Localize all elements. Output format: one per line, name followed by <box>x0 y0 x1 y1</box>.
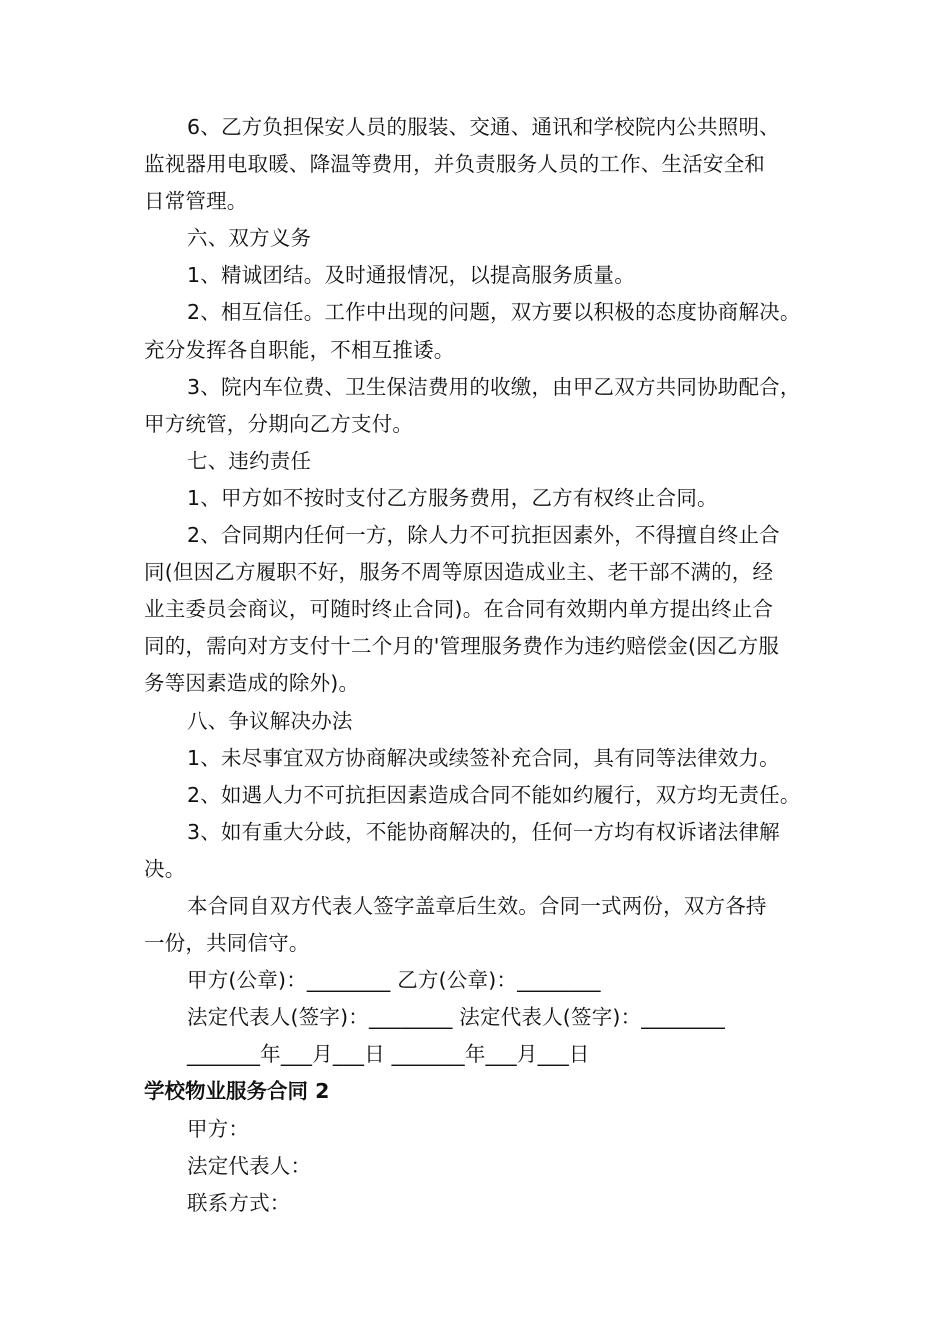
text-line: 2、如遇人力不可抗拒因素造成合同不能如约履行，双方均无责任。 <box>187 782 801 807</box>
text-line: 2、相互信任。工作中出现的问题，双方要以积极的态度协商解决。 <box>187 300 801 325</box>
text-line: 2、合同期内任何一方，除人力不可抗拒因素外，不得擅自终止合 <box>187 523 780 548</box>
text-line: _______年___月___日 _______年___月___日 <box>187 1042 590 1067</box>
field-label: 联系方式： <box>187 1190 291 1215</box>
text-line: 1、未尽事宜双方协商解决或续签补充合同，具有同等法律效力。 <box>187 745 780 770</box>
text-line: 决。 <box>144 856 186 881</box>
text-line: 监视器用电取暖、降温等费用，并负责服务人员的工作、生活安全和 <box>144 152 765 177</box>
text-line: 业主委员会商议，可随时终止合同)。在合同有效期内单方提出终止合 <box>144 597 774 622</box>
text-line: 务等因素造成的除外)。 <box>144 671 360 696</box>
text-line: 本合同自双方代表人签字盖章后生效。合同一式两份，双方各持 <box>187 893 767 918</box>
text-line: 1、精诚团结。及时通报情况，以提高服务质量。 <box>187 263 635 288</box>
text-line: 同的，需向对方支付十二个月的'管理服务费作为违约赔偿金(因乙方服 <box>144 634 780 659</box>
text-line: 甲方统管，分期向乙方支付。 <box>144 411 414 436</box>
text-line: 甲方(公章)：________ 乙方(公章)：________ <box>187 968 601 993</box>
text-line: 六、双方义务 <box>187 226 312 251</box>
text-line: 6、乙方负担保安人员的服装、交通、通讯和学校院内公共照明、 <box>187 115 780 139</box>
text-line: 1、甲方如不按时支付乙方服务费用，乙方有权终止合同。 <box>187 485 718 510</box>
field-label: 甲方： <box>187 1116 250 1141</box>
contract-body <box>144 109 834 1073</box>
text-line: 七、违约责任 <box>187 448 312 473</box>
text-line: 3、如有重大分歧，不能协商解决的，任何一方均有权诉诸法律解 <box>187 819 780 844</box>
text-line: 同(但因乙方履职不好，服务不周等原因造成业主、老干部不满的，经 <box>144 560 774 585</box>
section-title: 学校物业服务合同 2 <box>144 1079 330 1104</box>
contract-header-fields <box>144 1111 834 1222</box>
field-label: 法定代表人： <box>187 1153 312 1178</box>
text-line: 法定代表人(签字)：________ 法定代表人(签字)：________ <box>187 1005 725 1030</box>
text-line: 一份，共同信守。 <box>144 931 310 956</box>
text-line: 日常管理。 <box>144 189 248 214</box>
text-line: 充分发挥各自职能，不相互推诿。 <box>144 337 455 362</box>
document-page <box>144 109 834 1222</box>
text-line: 八、争议解决办法 <box>187 708 353 733</box>
text-line: 3、院内车位费、卫生保洁费用的收缴，由甲乙双方共同协助配合， <box>187 374 801 399</box>
